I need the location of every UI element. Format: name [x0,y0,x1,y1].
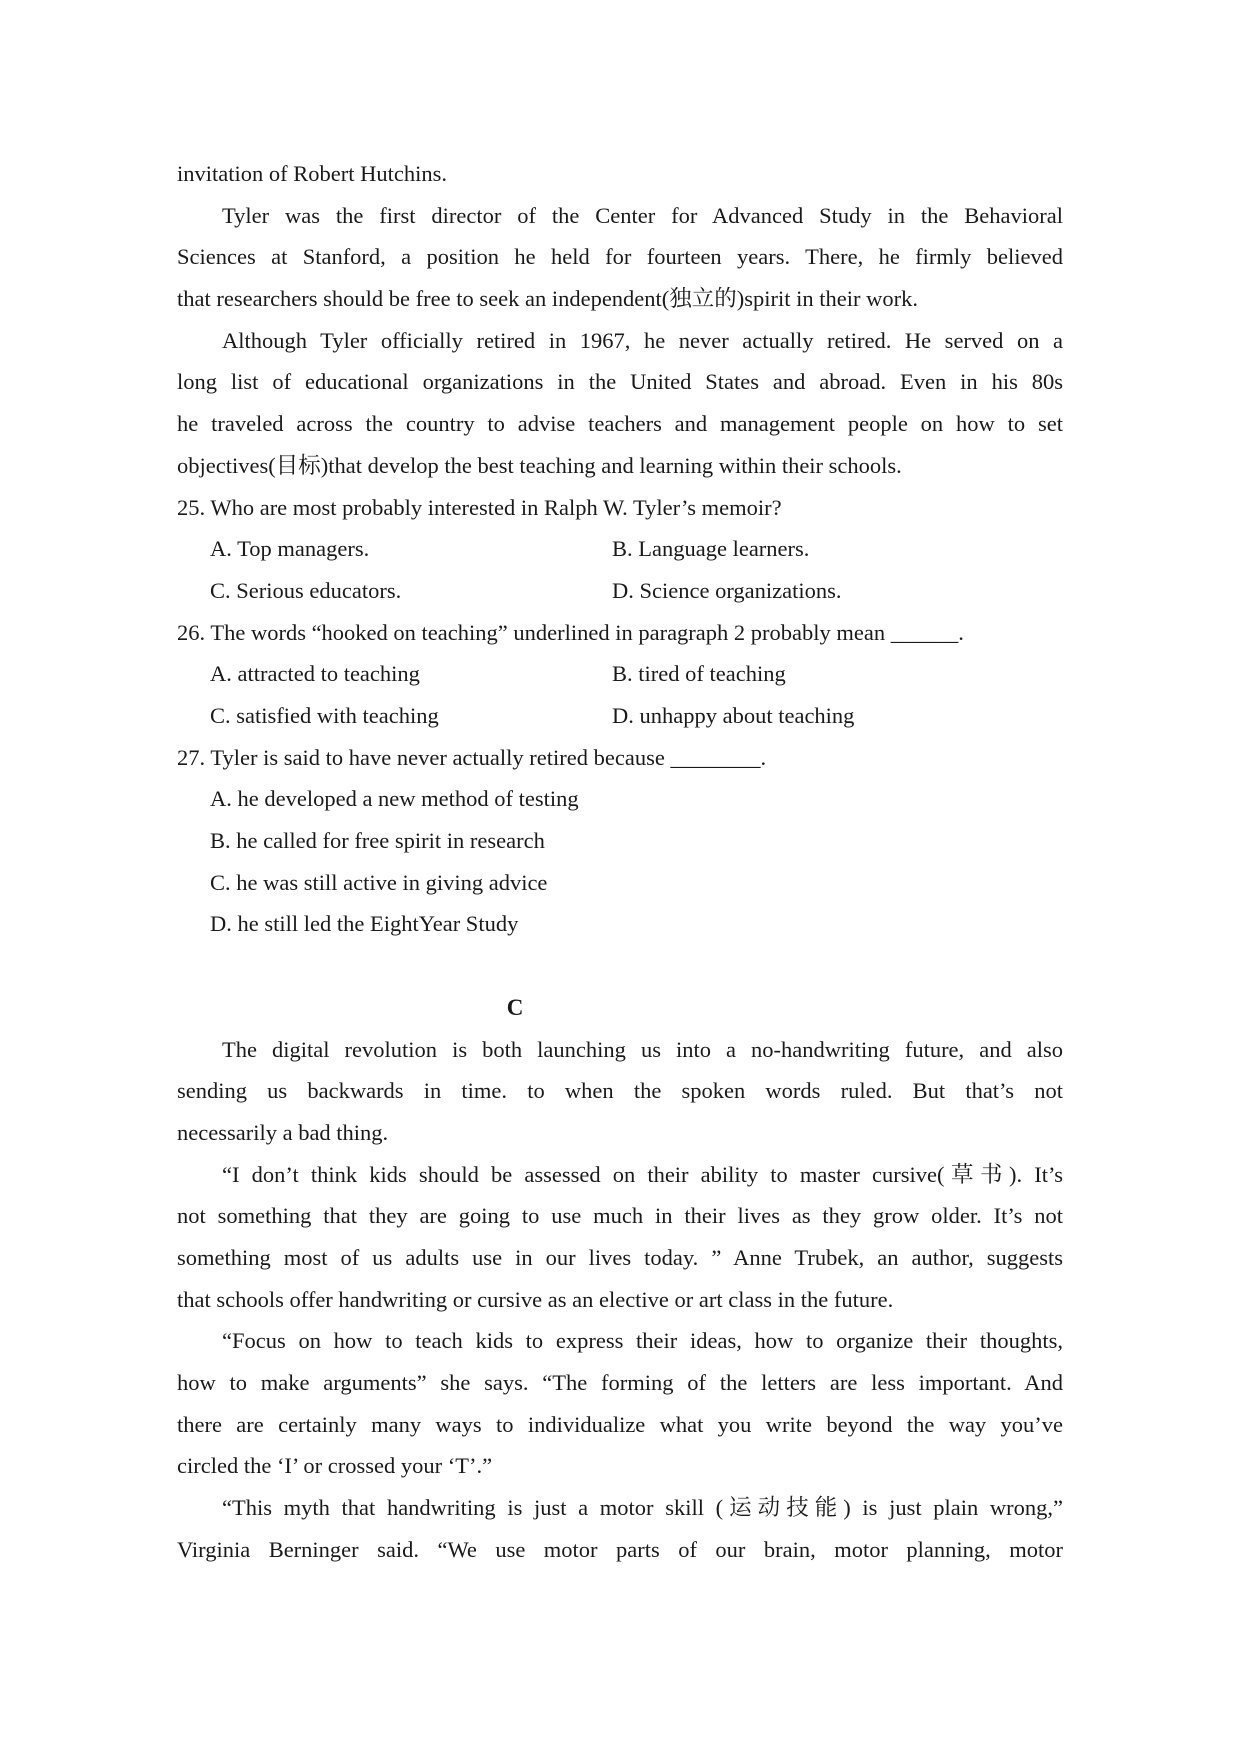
question-26-option-c[interactable]: C. satisfied with teaching [210,703,439,728]
question-27-option-b[interactable]: B. he called for free spirit in research [210,828,545,853]
passage-line: Virginia Berninger said. “We use motor parts of our brain, motor planning, motor [177,1537,1063,1562]
question-27-option-d[interactable]: D. he still led the EightYear Study [210,911,519,936]
question-25-option-d[interactable]: D. Science organizations. [612,578,842,603]
passage-line: “This myth that handwriting is just a motor skill (运动技能) is just plain wrong,” [222,1495,1063,1520]
question-27-option-a[interactable]: A. he developed a new method of testing [210,786,579,811]
passage-line: circled the ‘I’ or crossed your ‘T’.” [177,1453,493,1478]
passage-line: something most of us adults use in our lives today. ” Anne Trubek, an author, suggests [177,1245,1063,1270]
passage-line: necessarily a bad thing. [177,1120,389,1145]
passage-line: sending us backwards in time. to when the spoken words ruled. But that’s not [177,1078,1063,1103]
question-stem-25: 25. Who are most probably interested in Ralph W. Tyler’s memoir? [177,495,782,520]
passage-line: not something that they are going to use much in their lives as they grow older. It’s not [177,1203,1063,1228]
passage-line: “Focus on how to teach kids to express their ideas, how to organize their thoughts, [222,1328,1063,1353]
question-26-option-b[interactable]: B. tired of teaching [612,661,786,686]
passage-line: Tyler was the first director of the Center for Advanced Study in the Behavioral [222,203,1063,228]
section-heading: C [506,995,524,1020]
question-26-option-d[interactable]: D. unhappy about teaching [612,703,855,728]
question-stem-27: 27. Tyler is said to have never actually retired because ________. [177,745,767,770]
passage-line: objectives(目标)that develop the best teaching and learning within their schools. [177,453,902,478]
passage-line: there are certainly many ways to individualize what you write beyond the way you’ve [177,1412,1063,1437]
question-stem-26: 26. The words “hooked on teaching” underlined in paragraph 2 probably mean ______. [177,620,964,645]
question-25-option-c[interactable]: C. Serious educators. [210,578,402,603]
passage-line: Although Tyler officially retired in 1967, he never actually retired. He served on a [222,328,1063,353]
question-25-option-a[interactable]: A. Top managers. [210,536,370,561]
passage-line: invitation of Robert Hutchins. [177,161,447,186]
passage-line: “I don’t think kids should be assessed on their ability to master cursive(草书). It’s [222,1162,1063,1187]
question-26-option-a[interactable]: A. attracted to teaching [210,661,420,686]
passage-line: that researchers should be free to seek an independent(独立的)spirit in their work. [177,286,919,311]
passage-line: The digital revolution is both launching us into a no-handwriting future, and also [222,1037,1063,1062]
passage-line: how to make arguments” she says. “The forming of the letters are less important. And [177,1370,1063,1395]
passage-line: long list of educational organizations in the United States and abroad. Even in his 80s [177,369,1063,394]
passage-line: Sciences at Stanford, a position he held for fourteen years. There, he firmly believed [177,244,1063,269]
passage-line: he traveled across the country to advise teachers and management people on how to set [177,411,1063,436]
question-27-option-c[interactable]: C. he was still active in giving advice [210,870,548,895]
question-25-option-b[interactable]: B. Language learners. [612,536,810,561]
passage-line: that schools offer handwriting or cursive as an elective or art class in the future. [177,1287,894,1312]
